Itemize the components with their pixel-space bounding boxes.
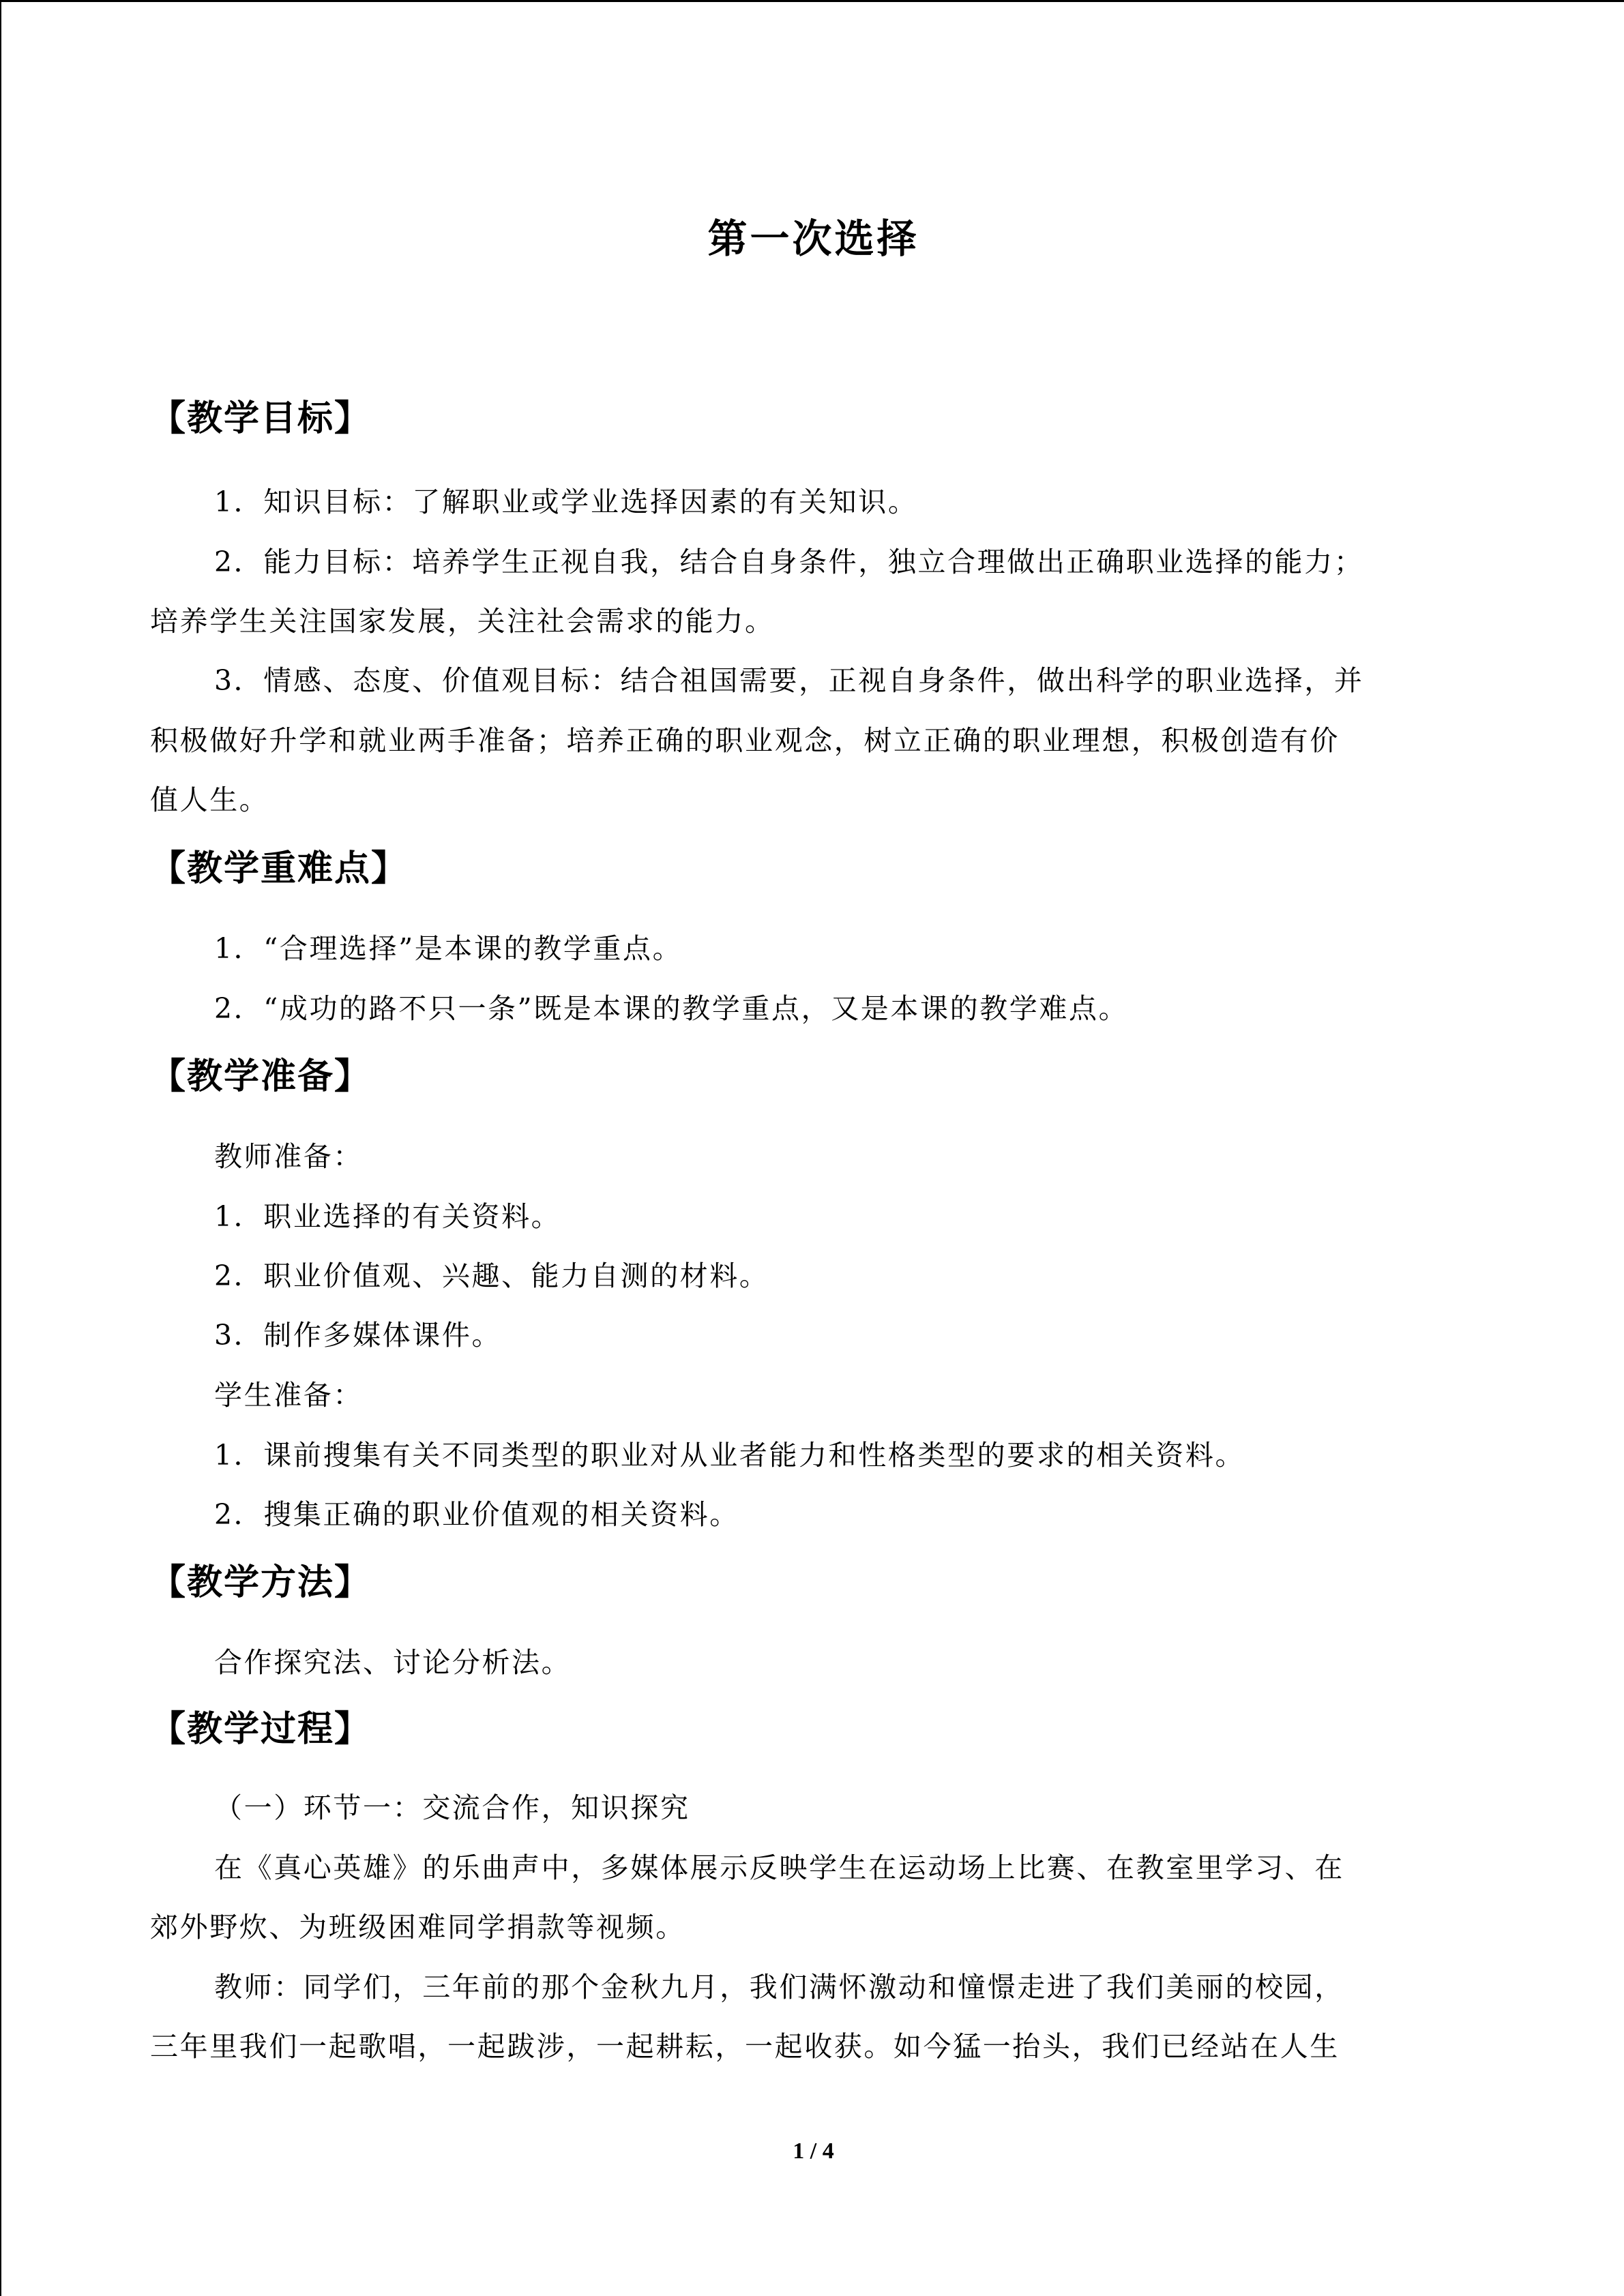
page-title: 第一次选择 bbox=[707, 215, 919, 262]
section-heading-process: 【教学过程】 bbox=[150, 1709, 372, 1750]
paragraph-line: 合作探究法、讨论分析法。 bbox=[214, 1646, 572, 1679]
paragraph-line: 培养学生关注国家发展，关注社会需求的能力。 bbox=[150, 605, 775, 638]
paragraph-line: 郊外野炊、为班级困难同学捐款等视频。 bbox=[150, 1911, 685, 1943]
paragraph-line: 1．“合理选择”是本课的教学重点。 bbox=[214, 932, 683, 965]
section-heading-objectives: 【教学目标】 bbox=[150, 398, 372, 439]
page-number: 1 / 4 bbox=[793, 2138, 834, 2164]
paragraph-line: 1．职业选择的有关资料。 bbox=[214, 1200, 561, 1233]
paragraph-line: 在《真心英雄》的乐曲声中，多媒体展示反映学生在运动场上比赛、在教室里学习、在 bbox=[214, 1851, 1344, 1884]
paragraph-line: 2．职业价值观、兴趣、能力自测的材料。 bbox=[214, 1259, 769, 1292]
section-heading-preparation: 【教学准备】 bbox=[150, 1056, 372, 1097]
paragraph-line: 2．搜集正确的职业价值观的相关资料。 bbox=[214, 1498, 739, 1531]
section-heading-methods: 【教学方法】 bbox=[150, 1562, 372, 1603]
section-heading-keypoints: 【教学重难点】 bbox=[150, 848, 409, 889]
paragraph-line: 学生准备： bbox=[214, 1379, 363, 1412]
paragraph-line: 积极做好升学和就业两手准备；培养正确的职业观念，树立正确的职业理想，积极创造有价 bbox=[150, 724, 1340, 757]
paragraph-line: 2．能力目标：培养学生正视自我，结合自身条件，独立合理做出正确职业选择的能力； bbox=[214, 546, 1364, 578]
paragraph-line: 3．情感、态度、价值观目标：结合祖国需要，正视自身条件，做出科学的职业选择，并 bbox=[214, 664, 1364, 697]
paragraph-line: 三年里我们一起歌唱，一起跋涉，一起耕耘，一起收获。如今猛一抬头，我们已经站在人生 bbox=[150, 2030, 1340, 2063]
paragraph-line: 教师：同学们，三年前的那个金秋九月，我们满怀激动和憧憬走进了我们美丽的校园， bbox=[214, 1971, 1344, 2003]
paragraph-line: 1．课前搜集有关不同类型的职业对从业者能力和性格类型的要求的相关资料。 bbox=[214, 1439, 1245, 1472]
paragraph-line: （一）环节一：交流合作，知识探究 bbox=[214, 1791, 690, 1824]
paragraph-line: 1．知识目标：了解职业或学业选择因素的有关知识。 bbox=[214, 486, 918, 518]
paragraph-line: 值人生。 bbox=[150, 784, 269, 816]
paragraph-line: 2．“成功的路不只一条”既是本课的教学重点，又是本课的教学难点。 bbox=[214, 992, 1129, 1025]
paragraph-line: 教师准备： bbox=[214, 1140, 363, 1173]
paragraph-line: 3．制作多媒体课件。 bbox=[214, 1319, 502, 1352]
